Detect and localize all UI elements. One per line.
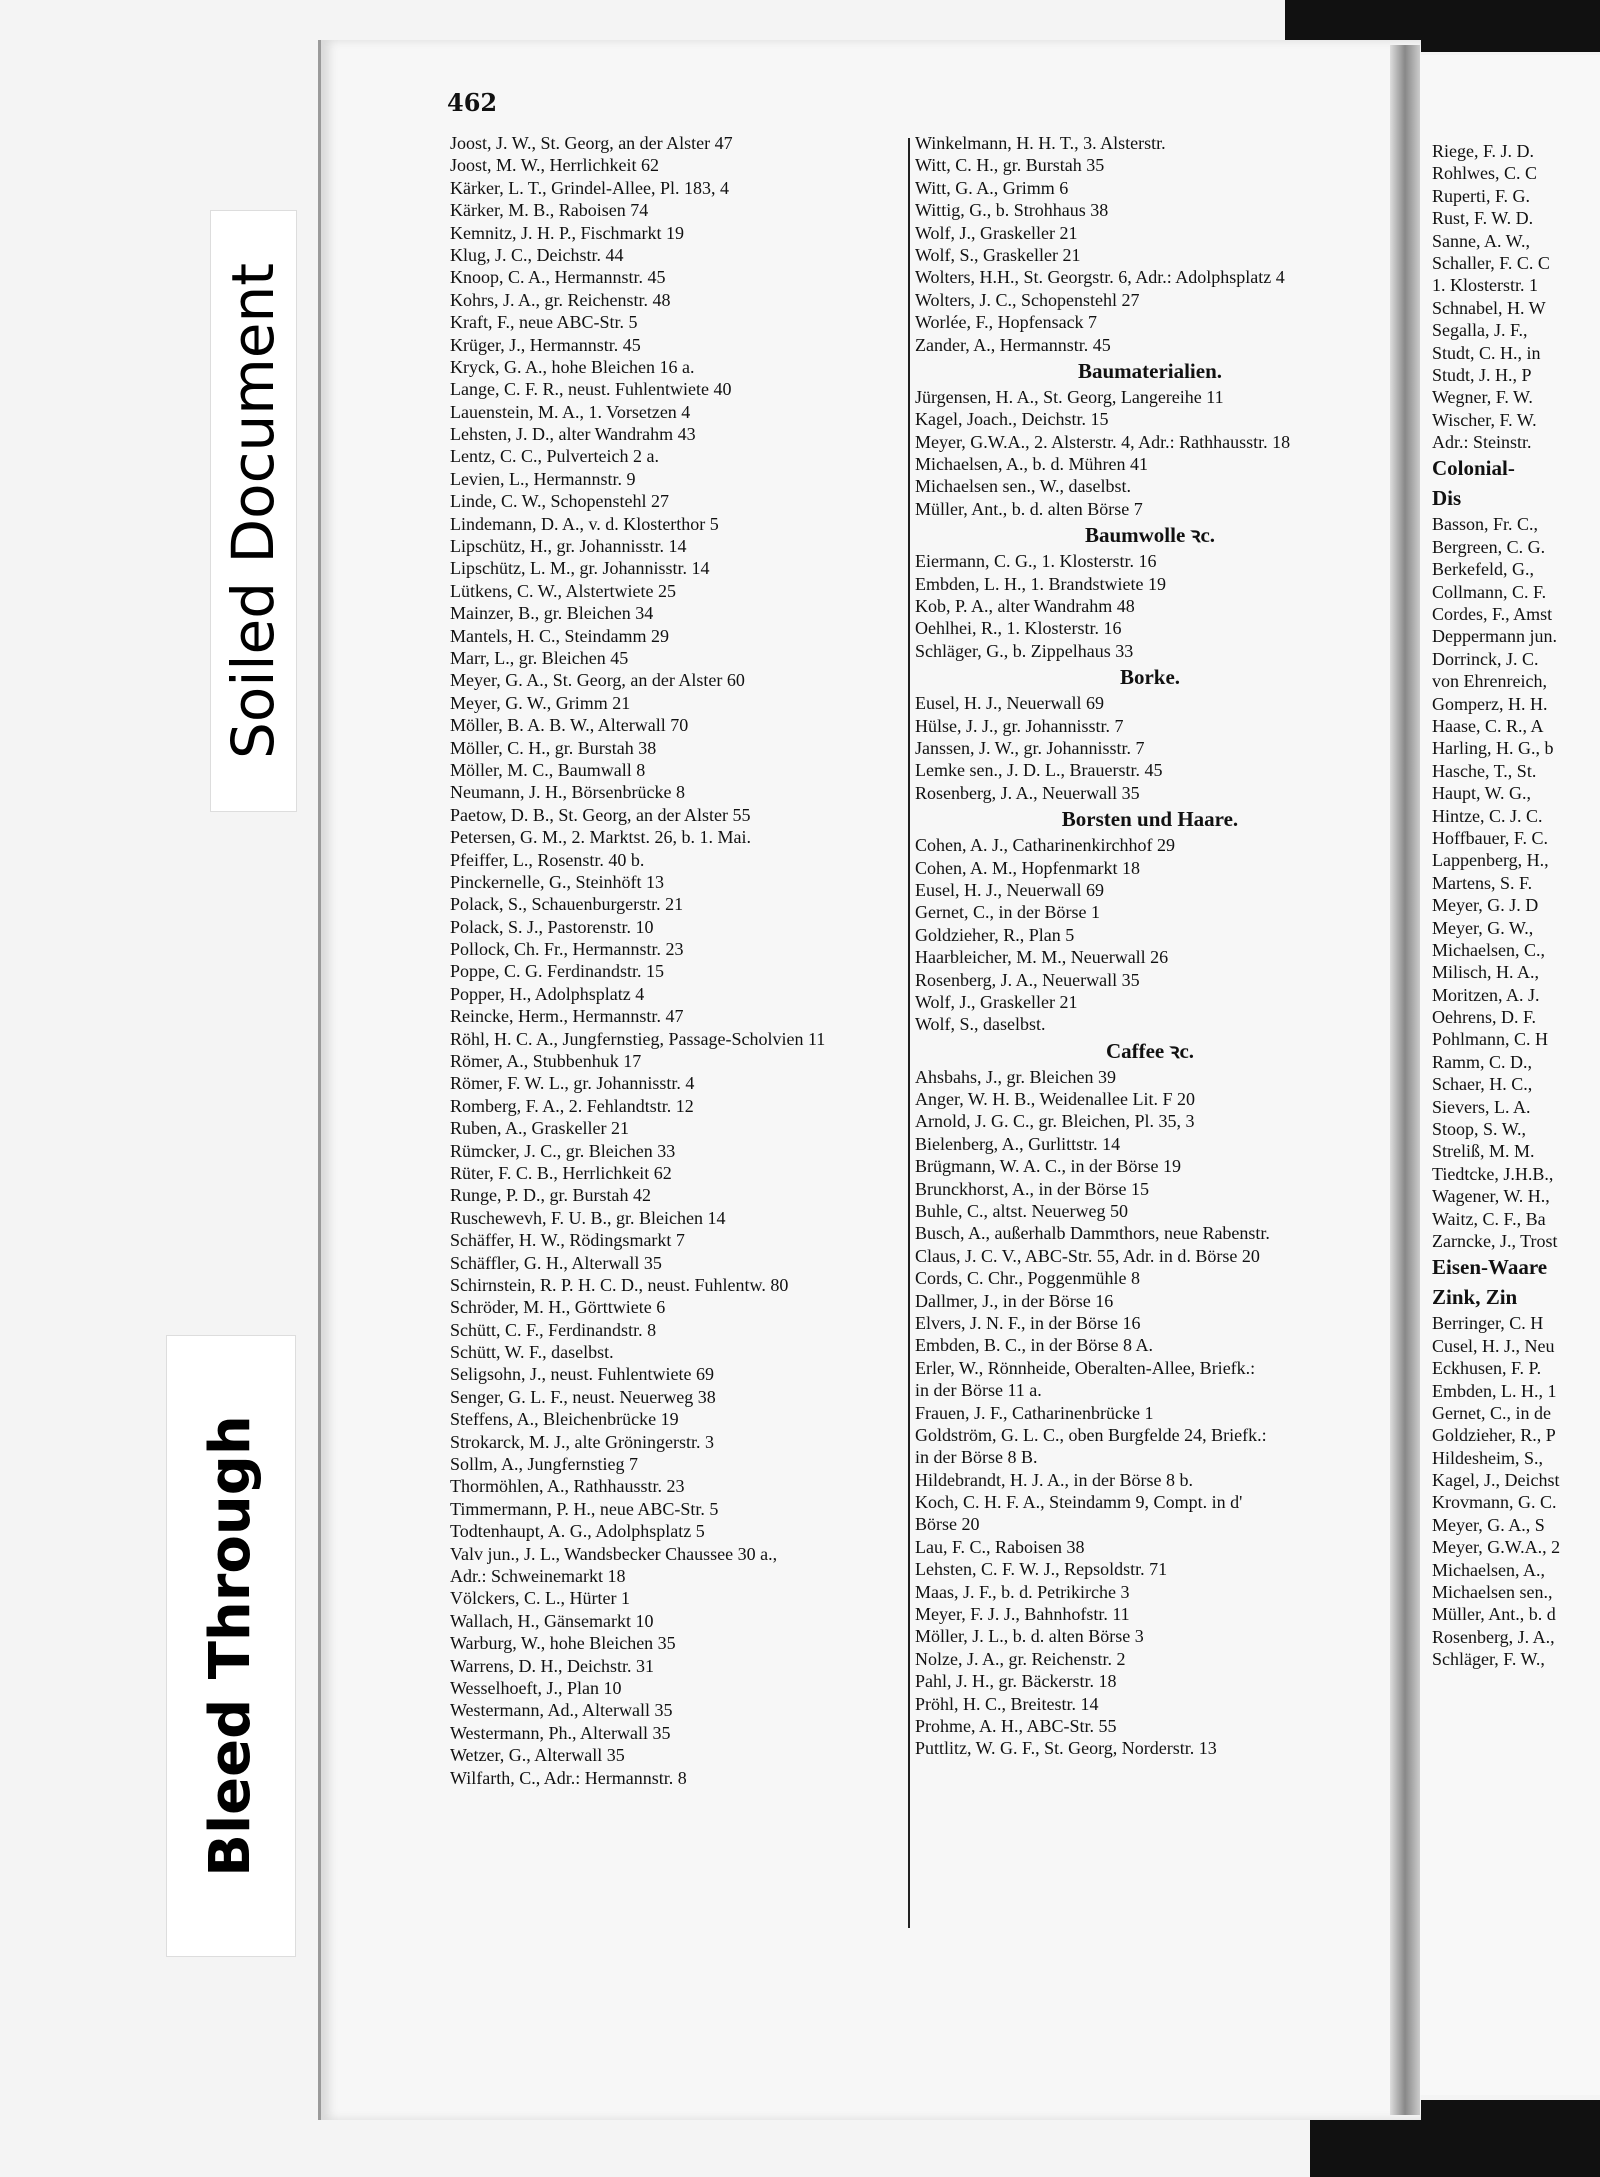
directory-entry: Embden, L. H., 1. Brandstwiete 19: [915, 573, 1166, 594]
directory-entry: Waitz, C. F., Ba: [1432, 1208, 1546, 1229]
directory-entry: Segalla, J. F.,: [1432, 320, 1528, 341]
directory-entry: Berringer, C. H: [1432, 1313, 1544, 1334]
directory-entry: Goldström, G. L. C., oben Burgfelde 24, Briefk.:: [915, 1424, 1267, 1445]
directory-entry: Wilfarth, C., Adr.: Hermannstr. 8: [450, 1767, 687, 1788]
directory-entry: Pohlmann, C. H: [1432, 1029, 1549, 1050]
directory-entry: Lentz, C. C., Pulverteich 2 a.: [450, 446, 659, 467]
directory-entry: Michaelsen sen., W., daselbst.: [915, 476, 1131, 497]
directory-entry: Rümcker, J. C., gr. Bleichen 33: [450, 1140, 676, 1161]
directory-entry: Cohen, A. M., Hopfenmarkt 18: [915, 857, 1140, 878]
directory-entry: Rohlwes, C. C: [1432, 163, 1538, 184]
directory-entry: Wolf, J., Graskeller 21: [915, 991, 1078, 1012]
directory-entry: Krovmann, G. C.: [1432, 1492, 1557, 1513]
directory-entry: Haarbleicher, M. M., Neuerwall 26: [915, 947, 1169, 968]
directory-entry: Hildesheim, S.,: [1432, 1447, 1543, 1468]
directory-column-right-page: [1432, 140, 1600, 1671]
column-rule: [908, 138, 910, 1928]
directory-entry: Moritzen, A. J.: [1432, 984, 1540, 1005]
directory-entry: Wegner, F. W.: [1432, 387, 1533, 408]
directory-entry: Ramm, C. D.,: [1432, 1051, 1533, 1072]
directory-entry: Winkelmann, H. H. T., 3. Alsterstr.: [915, 133, 1166, 153]
directory-entry: Völckers, C. L., Hürter 1: [450, 1588, 630, 1609]
directory-entry: Brügmann, W. A. C., in der Börse 19: [915, 1156, 1181, 1177]
directory-entry: Warrens, D. H., Deichstr. 31: [450, 1655, 655, 1676]
directory-entry: Kemnitz, J. H. P., Fischmarkt 19: [450, 222, 684, 243]
directory-entry: Buhle, C., altst. Neuerweg 50: [915, 1201, 1128, 1222]
directory-entry: in der Börse 11 a.: [915, 1380, 1042, 1401]
directory-entry: Lehsten, C. F. W. J., Repsoldstr. 71: [915, 1559, 1168, 1580]
directory-entry: Schirnstein, R. P. H. C. D., neust. Fuhlentw. 80: [450, 1274, 789, 1295]
directory-entry: Haase, C. R., A: [1432, 715, 1544, 736]
directory-entry: Puttlitz, W. G. F., St. Georg, Norderstr. 13: [915, 1738, 1217, 1759]
directory-entry: Möller, B. A. B. W., Alterwall 70: [450, 715, 689, 736]
directory-entry: Polack, S. J., Pastorenstr. 10: [450, 916, 654, 937]
directory-entry: Worlée, F., Hopfensack 7: [915, 312, 1098, 333]
directory-entry: Poppe, C. G. Ferdinandstr. 15: [450, 961, 664, 982]
directory-entry: Röhl, H. C. A., Jungfernstieg, Passage-Scholvien 11: [450, 1028, 826, 1049]
directory-entry: Eckhusen, F. P.: [1432, 1358, 1542, 1379]
directory-entry: Arnold, J. G. C., gr. Bleichen, Pl. 35, 3: [915, 1111, 1195, 1132]
directory-entry: Goldzieher, R., Plan 5: [915, 924, 1075, 945]
directory-entry: Wittig, G., b. Strohhaus 38: [915, 200, 1109, 221]
directory-entry: Meyer, G. A., S: [1432, 1514, 1545, 1535]
directory-entry: Kagel, J., Deichst: [1432, 1470, 1560, 1491]
directory-entry: Sollm, A., Jungfernstieg 7: [450, 1454, 638, 1475]
directory-entry: Hildebrandt, H. J. A., in der Börse 8 b.: [915, 1469, 1193, 1490]
directory-entry: in der Börse 8 B.: [915, 1447, 1038, 1468]
directory-entry: Kärker, L. T., Grindel-Allee, Pl. 183, 4: [450, 177, 730, 198]
directory-entry: Cordes, F., Amst: [1432, 604, 1553, 625]
directory-entry: Anger, W. H. B., Weidenallee Lit. F 20: [915, 1089, 1195, 1110]
directory-entry: Dorrinck, J. C.: [1432, 648, 1539, 669]
directory-entry: Römer, A., Stubbenhuk 17: [450, 1051, 642, 1072]
section-heading: Caffee ꝛc.: [1105, 1038, 1195, 1063]
directory-entry: Goldzieher, R., P: [1432, 1425, 1556, 1446]
directory-entry: Haupt, W. G.,: [1432, 783, 1531, 804]
directory-entry: Kob, P. A., alter Wandrahm 48: [915, 596, 1135, 617]
directory-entry: Wolters, H.H., St. Georgstr. 6, Adr.: Adolphsplatz 4: [915, 267, 1285, 288]
directory-entry: Witt, C. H., gr. Burstah 35: [915, 155, 1105, 176]
directory-entry: Paetow, D. B., St. Georg, an der Alster 55: [450, 804, 751, 825]
directory-entry: Adr.: Schweinemarkt 18: [450, 1566, 626, 1586]
directory-entry: Studt, C. H., in: [1432, 342, 1541, 363]
directory-entry: Römer, F. W. L., gr. Johannisstr. 4: [450, 1073, 695, 1094]
directory-entry: Bergreen, C. G.: [1432, 536, 1546, 557]
directory-entry: Frauen, J. F., Catharinenbrücke 1: [915, 1402, 1154, 1423]
directory-entry: Prohme, A. H., ABC-Str. 55: [915, 1716, 1117, 1736]
directory-entry: Kohrs, J. A., gr. Reichenstr. 48: [450, 289, 671, 310]
directory-entry: Studt, J. H., P: [1432, 364, 1532, 385]
directory-entry: Schütt, C. F., Ferdinandstr. 8: [450, 1319, 657, 1340]
directory-entry: Witt, G. A., Grimm 6: [915, 177, 1069, 198]
directory-entry: Steffens, A., Bleichenbrücke 19: [450, 1409, 679, 1430]
directory-entry: Berkefeld, G.,: [1432, 559, 1534, 580]
directory-entry: Elvers, J. N. F., in der Börse 16: [915, 1312, 1141, 1333]
directory-entry: Lauenstein, M. A., 1. Vorsetzen 4: [450, 401, 691, 422]
directory-entry: Rüter, F. C. B., Herrlichkeit 62: [450, 1162, 672, 1183]
directory-entry: Mantels, H. C., Steindamm 29: [450, 625, 669, 646]
directory-entry: Lemke sen., J. D. L., Brauerstr. 45: [915, 760, 1163, 781]
directory-entry: Claus, J. C. V., ABC-Str. 55, Adr. in d. Börse 20: [915, 1245, 1260, 1266]
directory-entry: Hasche, T., St.: [1432, 760, 1537, 781]
directory-entry: Reincke, Herm., Hermannstr. 47: [450, 1006, 684, 1027]
bleed-through-tag: [166, 1335, 296, 1957]
directory-entry: Cohen, A. J., Catharinenkirchhof 29: [915, 835, 1175, 856]
directory-entry: Eusel, H. J., Neuerwall 69: [915, 879, 1104, 900]
directory-entry: Seligsohn, J., neust. Fuhlentwiete 69: [450, 1364, 714, 1385]
directory-entry: Sanne, A. W.,: [1432, 230, 1531, 251]
directory-entry: Börse 20: [915, 1514, 980, 1535]
directory-entry: Lipschütz, L. M., gr. Johannisstr. 14: [450, 558, 710, 579]
section-heading: Zink, Zin: [1432, 1285, 1518, 1310]
directory-entry: Michaelsen, C.,: [1432, 939, 1545, 960]
directory-entry: Strokarck, M. J., alte Gröningerstr. 3: [450, 1431, 714, 1452]
directory-entry: Deppermann jun.: [1432, 626, 1557, 647]
directory-entry: Gernet, C., in de: [1432, 1402, 1551, 1423]
directory-entry: Senger, G. L. F., neust. Neuerweg 38: [450, 1386, 716, 1407]
directory-entry: Valv jun., J. L., Wandsbecker Chaussee 30 a.,: [450, 1543, 778, 1564]
directory-entry: Möller, J. L., b. d. alten Börse 3: [915, 1626, 1144, 1647]
directory-entry: Ruschewevh, F. U. B., gr. Bleichen 14: [450, 1207, 726, 1228]
directory-entry: Eiermann, C. G., 1. Klosterstr. 16: [915, 551, 1157, 572]
directory-entry: Schaer, H. C.,: [1432, 1074, 1533, 1095]
directory-entry: Janssen, J. W., gr. Johannisstr. 7: [915, 737, 1145, 758]
directory-entry: Neumann, J. H., Börsenbrücke 8: [450, 782, 685, 803]
directory-entry: Bielenberg, A., Gurlittstr. 14: [915, 1133, 1121, 1154]
section-heading: Eisen-Waare: [1432, 1255, 1548, 1280]
directory-entry: Mainzer, B., gr. Bleichen 34: [450, 603, 654, 624]
directory-entry: Lütkens, C. W., Alstertwiete 25: [450, 580, 676, 601]
directory-entry: Ruperti, F. G.: [1432, 185, 1531, 206]
directory-entry: Krüger, J., Hermannstr. 45: [450, 334, 641, 355]
directory-entry: Martens, S. F.: [1432, 872, 1533, 893]
directory-entry: Pahl, J. H., gr. Bäckerstr. 18: [915, 1671, 1117, 1692]
directory-entry: Meyer, G.W.A., 2: [1432, 1537, 1561, 1558]
directory-entry: Busch, A., außerhalb Dammthors, neue Rabenstr.: [915, 1223, 1270, 1244]
directory-entry: Wesselhoeft, J., Plan 10: [450, 1677, 622, 1698]
directory-entry: Schütt, W. F., daselbst.: [450, 1342, 614, 1363]
directory-entry: Lindemann, D. A., v. d. Klosterthor 5: [450, 513, 719, 534]
directory-entry: Meyer, F. J. J., Bahnhofstr. 11: [915, 1604, 1130, 1625]
directory-entry: Cusel, H. J., Neu: [1432, 1335, 1555, 1356]
directory-entry: Wolters, J. C., Schopenstehl 27: [915, 289, 1140, 310]
directory-entry: Schröder, M. H., Görttwiete 6: [450, 1297, 666, 1318]
directory-entry: Wolf, S., daselbst.: [915, 1014, 1046, 1035]
directory-entry: Streliß, M. M.: [1432, 1141, 1535, 1162]
soiled-document-label: Soiled Document: [219, 263, 287, 759]
directory-entry: Rust, F. W. D.: [1432, 208, 1534, 229]
directory-entry: 1. Klosterstr. 1: [1432, 275, 1538, 296]
directory-entry: Lau, F. C., Raboisen 38: [915, 1536, 1085, 1557]
page-number: 462: [447, 88, 498, 117]
book-gutter: [1390, 45, 1420, 2115]
directory-entry: Wischer, F. W.: [1432, 409, 1537, 430]
directory-entry: Rosenberg, J. A., Neuerwall 35: [915, 969, 1140, 990]
directory-entry: Petersen, G. M., 2. Marktst. 26, b. 1. Mai.: [450, 827, 751, 848]
directory-entry: Schäffer, H. W., Rödingsmarkt 7: [450, 1230, 685, 1251]
directory-entry: Sievers, L. A.: [1432, 1096, 1531, 1117]
directory-entry: Meyer, G. W., Grimm 21: [450, 692, 631, 713]
directory-entry: Ahsbahs, J., gr. Bleichen 39: [915, 1066, 1116, 1087]
directory-entry: Koch, C. H. F. A., Steindamm 9, Compt. in d': [915, 1492, 1243, 1513]
directory-entry: Dallmer, J., in der Börse 16: [915, 1290, 1114, 1311]
directory-entry: Müller, Ant., b. d: [1432, 1604, 1556, 1625]
directory-entry: Schnabel, H. W: [1432, 297, 1546, 318]
directory-entry: von Ehrenreich,: [1432, 671, 1547, 692]
directory-entry: Polack, S., Schauenburgerstr. 21: [450, 894, 684, 915]
directory-entry: Lappenberg, H.,: [1432, 850, 1549, 871]
directory-entry: Marr, L., gr. Bleichen 45: [450, 647, 629, 668]
directory-column-middle: [915, 132, 1385, 1760]
directory-entry: Hintze, C. J. C.: [1432, 805, 1543, 826]
directory-entry: Meyer, G. J. D: [1432, 895, 1539, 916]
section-heading: Borke.: [1119, 665, 1181, 690]
directory-entry: Meyer, G.W.A., 2. Alsterstr. 4, Adr.: Rathhausstr. 18: [915, 431, 1291, 452]
directory-entry: Erler, W., Rönnheide, Oberalten-Allee, Briefk.:: [915, 1357, 1256, 1378]
directory-entry: Zander, A., Hermannstr. 45: [915, 334, 1111, 355]
directory-entry: Kryck, G. A., hohe Bleichen 16 a.: [450, 356, 695, 377]
directory-entry: Joost, J. W., St. Georg, an der Alster 47: [450, 133, 733, 153]
directory-entry: Collmann, C. F.: [1432, 581, 1547, 602]
directory-entry: Oehrens, D. F.: [1432, 1007, 1537, 1028]
section-heading: Colonial-: [1432, 456, 1515, 481]
directory-entry: Harling, H. G., b: [1432, 738, 1554, 759]
directory-entry: Kärker, M. B., Raboisen 74: [450, 200, 649, 221]
section-heading: Dis: [1432, 486, 1462, 511]
directory-entry: Wallach, H., Gänsemarkt 10: [450, 1610, 654, 1631]
directory-entry: Schläger, F. W.,: [1432, 1649, 1545, 1670]
directory-entry: Meyer, G. A., St. Georg, an der Alster 60: [450, 670, 745, 691]
directory-entry: Rosenberg, J. A., Neuerwall 35: [915, 782, 1140, 803]
directory-entry: Lange, C. F. R., neust. Fuhlentwiete 40: [450, 379, 732, 400]
directory-entry: Michaelsen, A., b. d. Mühren 41: [915, 454, 1148, 475]
directory-entry: Kraft, F., neue ABC-Str. 5: [450, 312, 638, 333]
directory-entry: Levien, L., Hermannstr. 9: [450, 468, 636, 489]
directory-entry: Embden, L. H., 1: [1432, 1380, 1557, 1401]
section-heading: Borsten und Haare.: [1061, 807, 1239, 832]
directory-entry: Runge, P. D., gr. Burstah 42: [450, 1185, 652, 1206]
directory-entry: Basson, Fr. C.,: [1432, 514, 1539, 535]
directory-entry: Michaelsen sen.,: [1432, 1582, 1553, 1603]
directory-entry: Thormöhlen, A., Rathhausstr. 23: [450, 1476, 685, 1497]
directory-entry: Pröhl, H. C., Breitestr. 14: [915, 1693, 1099, 1714]
directory-entry: Tiedtcke, J.H.B.,: [1432, 1163, 1554, 1184]
directory-entry: Cords, C. Chr., Poggenmühle 8: [915, 1268, 1141, 1289]
directory-entry: Schäffler, G. H., Alterwall 35: [450, 1252, 662, 1273]
directory-entry: Joost, M. W., Herrlichkeit 62: [450, 155, 659, 176]
directory-entry: Pollock, Ch. Fr., Hermannstr. 23: [450, 939, 684, 960]
directory-entry: Brunckhorst, A., in der Börse 15: [915, 1178, 1149, 1199]
directory-entry: Nolze, J. A., gr. Reichenstr. 2: [915, 1648, 1126, 1669]
directory-entry: Knoop, C. A., Hermannstr. 45: [450, 267, 666, 288]
directory-entry: Maas, J. F., b. d. Petrikirche 3: [915, 1581, 1130, 1602]
directory-entry: Michaelsen, A.,: [1432, 1559, 1545, 1580]
section-heading: Baumwolle ꝛc.: [1084, 523, 1216, 548]
section-heading: Baumaterialien.: [1077, 358, 1223, 383]
directory-entry: Möller, M. C., Baumwall 8: [450, 759, 646, 780]
directory-entry: Timmermann, P. H., neue ABC-Str. 5: [450, 1498, 719, 1519]
directory-entry: Wagener, W. H.,: [1432, 1186, 1550, 1207]
directory-entry: Kagel, Joach., Deichstr. 15: [915, 409, 1109, 430]
directory-entry: Gomperz, H. H.: [1432, 693, 1548, 714]
directory-entry: Warburg, W., hohe Bleichen 35: [450, 1633, 676, 1654]
directory-entry: Meyer, G. W.,: [1432, 917, 1534, 938]
bleed-through-label: Bleed Through: [198, 1415, 263, 1877]
directory-entry: Riege, F. J. D.: [1432, 141, 1535, 161]
directory-entry: Linde, C. W., Schopenstehl 27: [450, 491, 669, 512]
directory-entry: Wolf, S., Graskeller 21: [915, 244, 1081, 265]
directory-entry: Ruben, A., Graskeller 21: [450, 1118, 629, 1139]
soiled-document-tag: [210, 210, 297, 812]
directory-entry: Westermann, Ad., Alterwall 35: [450, 1700, 673, 1721]
directory-entry: Lehsten, J. D., alter Wandrahm 43: [450, 424, 696, 445]
directory-entry: Schaller, F. C. C: [1432, 252, 1550, 273]
directory-entry: Popper, H., Adolphsplatz 4: [450, 983, 645, 1004]
directory-entry: Milisch, H. A.,: [1432, 962, 1540, 983]
directory-entry: Rosenberg, J. A.,: [1432, 1626, 1555, 1647]
directory-entry: Schläger, G., b. Zippelhaus 33: [915, 640, 1134, 661]
directory-entry: Romberg, F. A., 2. Fehlandtstr. 12: [450, 1095, 694, 1116]
directory-entry: Klug, J. C., Deichstr. 44: [450, 244, 624, 265]
directory-entry: Zarncke, J., Trost: [1432, 1230, 1558, 1251]
directory-entry: Gernet, C., in der Börse 1: [915, 902, 1100, 923]
directory-entry: Wetzer, G., Alterwall 35: [450, 1745, 625, 1766]
directory-entry: Lipschütz, H., gr. Johannisstr. 14: [450, 536, 687, 557]
directory-entry: Pfeiffer, L., Rosenstr. 40 b.: [450, 849, 645, 870]
directory-entry: Jürgensen, H. A., St. Georg, Langereihe 11: [915, 386, 1224, 407]
directory-entry: Wolf, J., Graskeller 21: [915, 222, 1078, 243]
directory-entry: Pinckernelle, G., Steinhöft 13: [450, 871, 664, 892]
directory-entry: Westermann, Ph., Alterwall 35: [450, 1722, 671, 1743]
directory-entry: Todtenhaupt, A. G., Adolphsplatz 5: [450, 1521, 705, 1542]
directory-entry: Möller, C. H., gr. Burstah 38: [450, 737, 657, 758]
directory-entry: Embden, B. C., in der Börse 8 A.: [915, 1335, 1153, 1356]
directory-entry: Adr.: Steinstr.: [1432, 432, 1532, 453]
directory-entry: Hülse, J. J., gr. Johannisstr. 7: [915, 715, 1124, 736]
directory-column-left: [450, 132, 920, 1789]
directory-entry: Oehlhei, R., 1. Klosterstr. 16: [915, 618, 1122, 639]
directory-entry: Stoop, S. W.,: [1432, 1119, 1527, 1140]
directory-entry: Eusel, H. J., Neuerwall 69: [915, 693, 1104, 714]
directory-entry: Hoffbauer, F. C.: [1432, 827, 1548, 848]
directory-entry: Müller, Ant., b. d. alten Börse 7: [915, 498, 1143, 519]
